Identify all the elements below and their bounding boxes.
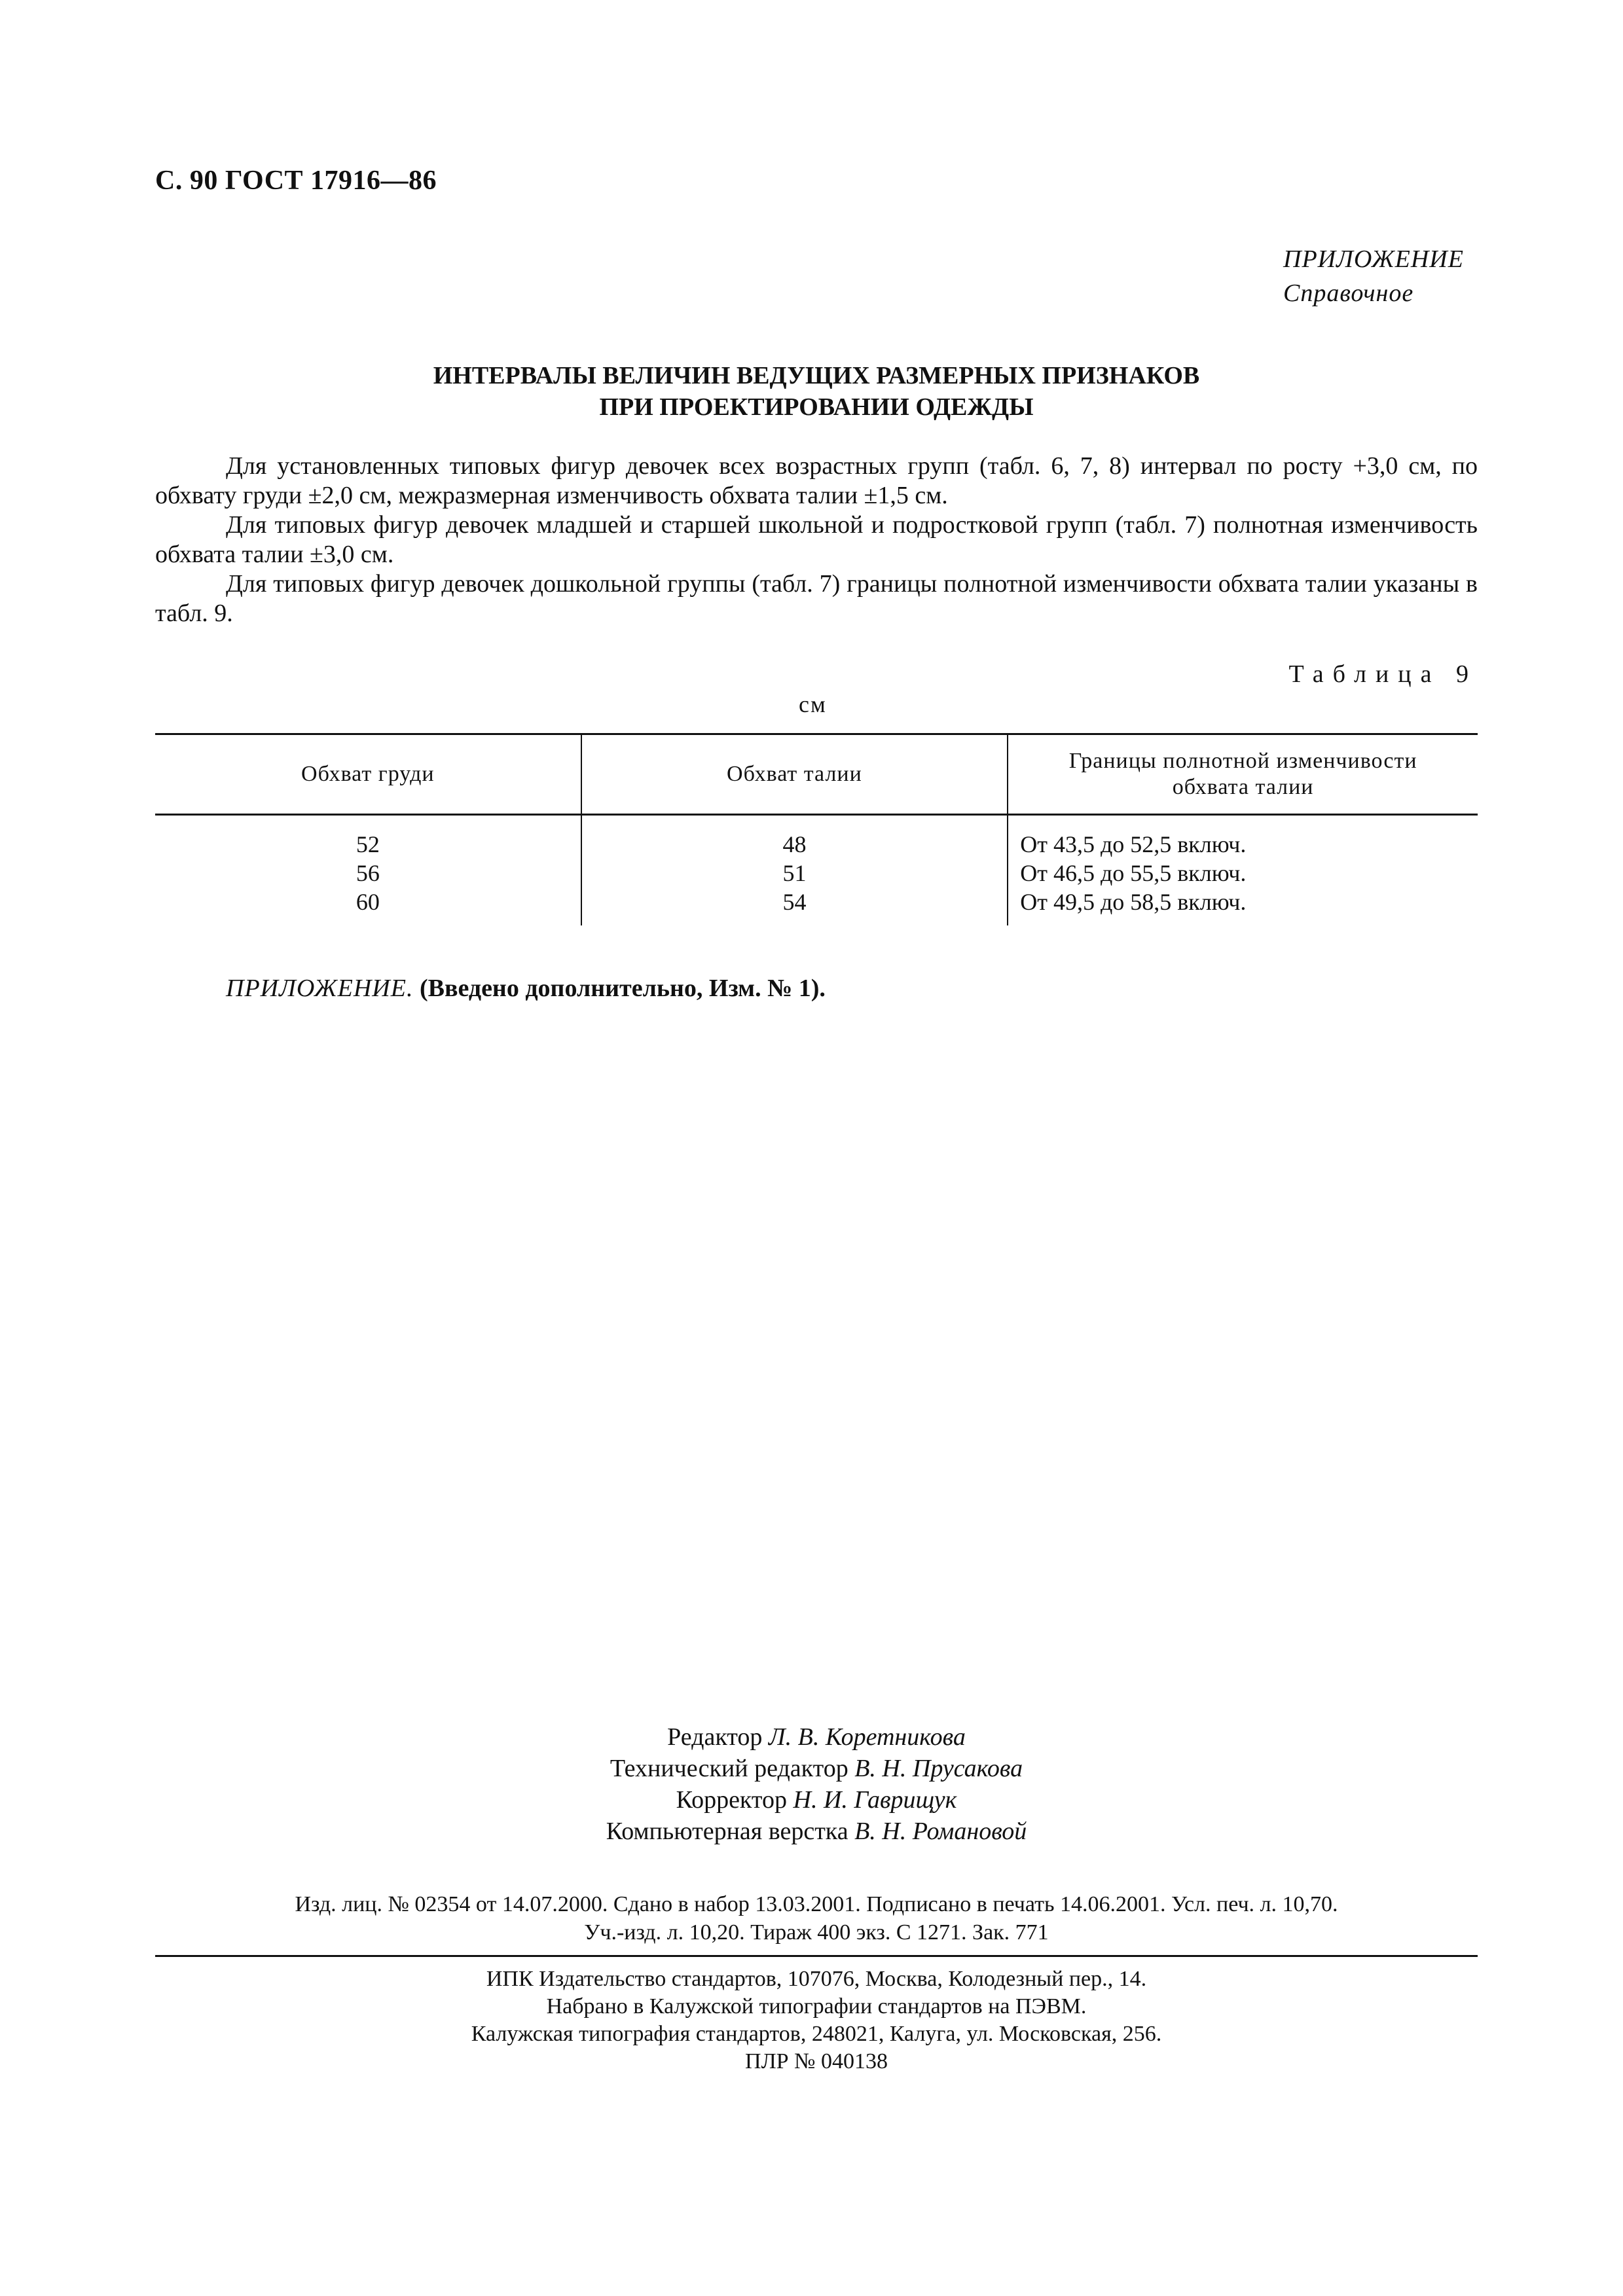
paragraph: Для установленных типовых фигур девочек всех возрастных групп (табл. 6, 7, 8) интервал по росту +3,0 см, по обхвату груди ±2,0 см, межразмерная изменчивость обхвата талии ±1,5 см.	[155, 452, 1478, 509]
credit-line	[155, 1753, 1478, 1784]
credit-role: Редактор	[667, 1723, 763, 1751]
table-row	[155, 815, 1478, 926]
table-cell: От 49,5 до 58,5 включ.	[1020, 889, 1247, 915]
header-range	[1008, 734, 1478, 815]
table-caption: Таблица 9	[1288, 660, 1478, 688]
table-cell: 54	[782, 889, 807, 915]
waist-column	[581, 815, 1008, 926]
credit-name: Н. И. Гаврищук	[793, 1786, 957, 1814]
credit-line	[155, 1816, 1478, 1847]
appendix-title: ПРИЛОЖЕНИЕ	[1283, 245, 1464, 273]
appendix-kind: Справочное	[1283, 279, 1414, 307]
publisher-line: Калужская типография стандартов, 248021, Калуга, ул. Московская, 256.	[471, 2022, 1162, 2046]
table-unit: см	[799, 691, 827, 717]
credit-name: В. Н. Романовой	[854, 1818, 1027, 1845]
credit-role: Компьютерная верстка	[606, 1818, 848, 1845]
table-cell: 60	[356, 889, 380, 915]
publisher-line: ИПК Издательство стандартов, 107076, Москва, Колодезный пер., 14.	[486, 1967, 1147, 1991]
data-table	[155, 733, 1478, 925]
paragraph: Для типовых фигур девочек младшей и старшей школьной и подростковой групп (табл. 7) полнотная изменчивость обхвата талии ±3,0 см.	[155, 511, 1478, 568]
imprint-line: Уч.-изд. л. 10,20. Тираж 400 экз. С 1271. Зак. 771	[584, 1920, 1049, 1945]
chest-column	[155, 815, 581, 926]
paragraph: Для типовых фигур девочек дошкольной группы (табл. 7) границы полнотной изменчивости обхвата талии указаны в табл. 9.	[155, 570, 1478, 627]
publisher-info	[155, 1965, 1478, 2075]
credit-role: Технический редактор	[610, 1755, 848, 1782]
title-line-1: ИНТЕРВАЛЫ ВЕЛИЧИН ВЕДУЩИХ РАЗМЕРНЫХ ПРИЗНАКОВ	[433, 362, 1200, 389]
appendix-note-text: (Введено дополнительно, Изм. № 1).	[419, 975, 826, 1002]
table-cell: 56	[356, 860, 380, 886]
range-column	[1008, 815, 1478, 926]
credit-line	[155, 1721, 1478, 1753]
publisher-line: ПЛР № 040138	[745, 2049, 888, 2073]
appendix-note-label: ПРИЛОЖЕНИЕ.	[226, 975, 414, 1002]
credits	[155, 1721, 1478, 1847]
table-cell: От 43,5 до 52,5 включ.	[1020, 831, 1247, 857]
credit-name: В. Н. Прусакова	[854, 1755, 1023, 1782]
credit-name: Л. В. Коретникова	[768, 1723, 966, 1751]
appendix-note	[226, 974, 826, 1003]
document-title	[155, 360, 1478, 423]
appendix-label	[1283, 242, 1464, 310]
table-cell: 48	[782, 831, 807, 857]
imprint-line: Изд. лиц. № 02354 от 14.07.2000. Сдано в набор 13.03.2001. Подписано в печать 14.06.2001. Усл. печ. л. 10,70.	[295, 1892, 1338, 1916]
imprint	[155, 1890, 1478, 1946]
credit-role: Корректор	[676, 1786, 787, 1814]
header-chest: Обхват груди	[155, 734, 581, 815]
publisher-line: Набрано в Калужской типографии стандартов на ПЭВМ.	[546, 1994, 1087, 2018]
table-header-row	[155, 734, 1478, 815]
table-cell: 52	[356, 831, 380, 857]
page-header: С. 90 ГОСТ 17916—86	[155, 166, 437, 196]
header-range-text: Границы полнотной изменчивости обхвата талии	[1068, 749, 1417, 799]
header-waist: Обхват талии	[581, 734, 1008, 815]
divider	[155, 1955, 1478, 1957]
table-cell: От 46,5 до 55,5 включ.	[1020, 860, 1247, 886]
credit-line	[155, 1784, 1478, 1816]
table-cell: 51	[782, 860, 807, 886]
body-text	[155, 452, 1478, 628]
title-line-2: ПРИ ПРОЕКТИРОВАНИИ ОДЕЖДЫ	[599, 393, 1034, 421]
